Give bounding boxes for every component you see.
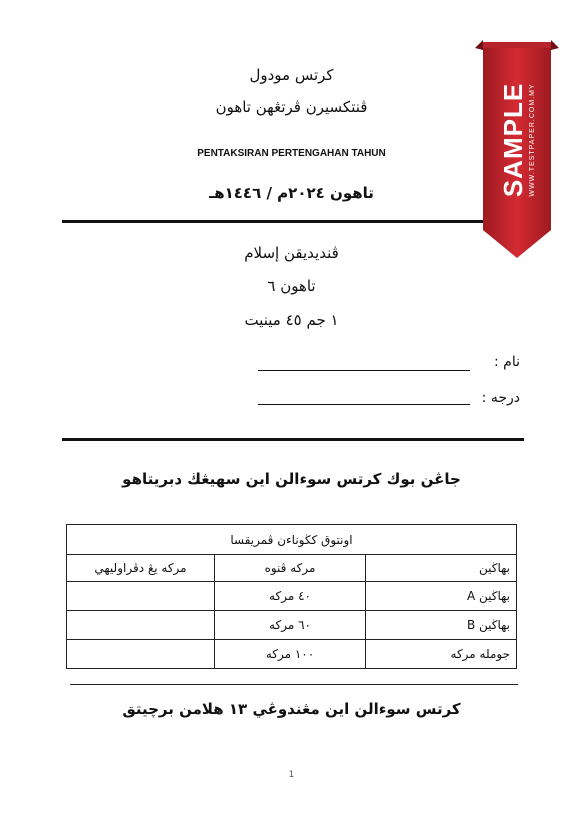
row-part: بهاڬين A — [366, 582, 517, 611]
name-label: نام : — [494, 354, 520, 370]
top-divider — [62, 220, 524, 223]
ribbon-main-text: SAMPLE — [498, 82, 528, 198]
footer-note: كرتس سوءالن اين مڠندوڠي ١٣ هلامن برچيتق — [122, 700, 461, 718]
header-line-4: تاهون ٢٠٢٤م / ١٤٤٦هـ — [209, 184, 374, 202]
subject-name: ڤنديديقن إسلام — [244, 244, 339, 262]
row-obtained-marks[interactable] — [67, 582, 215, 611]
row-full-marks: ٤٠ مركه — [215, 582, 366, 611]
table-row — [67, 611, 517, 640]
class-field[interactable] — [258, 404, 470, 405]
table-row — [67, 640, 517, 669]
row-full-marks: ٦٠ مركه — [215, 611, 366, 640]
middle-divider — [62, 438, 524, 441]
header-full-marks: مركه ڤنوه — [215, 555, 366, 582]
page-number: 1 — [288, 770, 295, 780]
sample-ribbon — [475, 40, 559, 260]
header-obtained-marks: مركه يڠ دڤراوليهي — [67, 555, 215, 582]
row-part: بهاڬين B — [366, 611, 517, 640]
bottom-divider — [70, 684, 518, 685]
ribbon-sub-text: WWW.TESTPAPER.COM.MY — [529, 83, 536, 197]
name-field[interactable] — [258, 370, 470, 371]
header-part: بهاڬين — [366, 555, 517, 582]
table-row — [67, 582, 517, 611]
subject-year: تاهون ٦ — [267, 277, 316, 295]
table-title: اونتوق كڬوناءن ڤمريقسا — [67, 525, 517, 555]
header-line-3: PENTAKSIRAN PERTENGAHAN TAHUN — [197, 148, 386, 159]
row-part: جومله مركه — [366, 640, 517, 669]
row-obtained-marks[interactable] — [67, 640, 215, 669]
class-label: درجه : — [481, 390, 520, 406]
instruction: جاڠن بوك كرتس سوءالن اين سهيڠڬ دبريتاهو — [122, 470, 461, 488]
header-line-1: كرتس مودول — [249, 66, 334, 84]
subject-duration: ١ جم ٤٥ مينيت — [244, 311, 339, 329]
marks-table — [66, 524, 517, 669]
row-full-marks: ١٠٠ مركه — [215, 640, 366, 669]
row-obtained-marks[interactable] — [67, 611, 215, 640]
header-line-2: ڤنتكسيرن ڤرتڠهن تاهون — [215, 98, 368, 116]
